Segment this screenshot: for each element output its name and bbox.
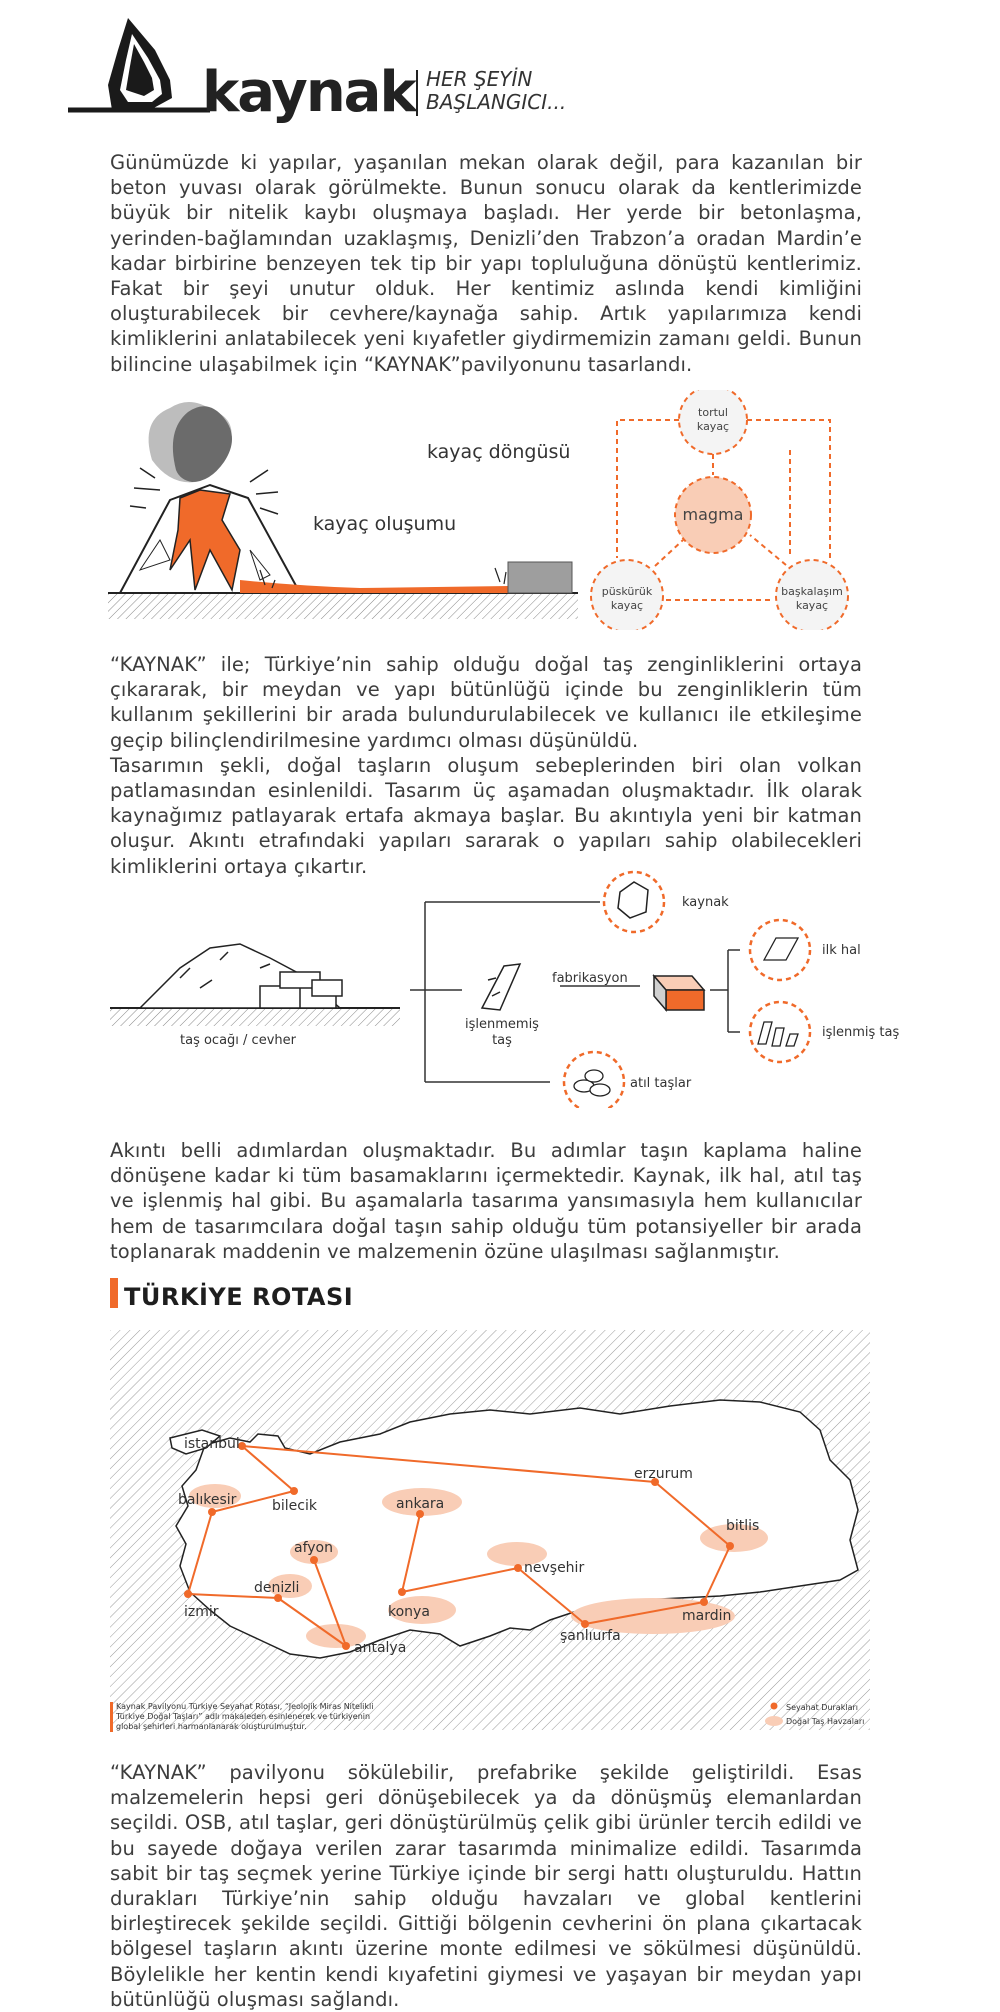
volcano-icon [120,468,300,593]
label-raw-1: işlenmemiş [465,1017,539,1032]
city-balikesir: balıkesir [178,1492,237,1508]
stone-process-diagram [100,868,920,1108]
node-volcanic-1: püskürük [601,585,653,598]
city-istanbul: istanbul [184,1436,240,1452]
intro-paragraph [110,150,862,377]
city-konya: konya [388,1604,430,1620]
label-waste: atıl taşlar [630,1076,692,1091]
label-source: kaynak [682,895,729,910]
city-antalya: antalya [354,1640,407,1656]
slogan-line-1: HER ŞEYİN [426,67,533,91]
quarry-mountain-icon [140,944,342,1008]
legend-stops: Seyahat Durakları [786,1703,858,1712]
city-mardin: mardin [682,1608,732,1624]
raw-stone-icon [482,964,520,1010]
slogan-line-2: BAŞLANGICI... [426,90,567,114]
steps-text: Akıntı belli adımlardan oluşmaktadır. Bu adımlar taşın kaplama haline dönüşene kadar ki tüm basamaklarını içermektedir. Kaynak, ilk hal, atıl taş ve işlenmiş hal gibi. Bu aşamalarla tasarıma yansımasıyla hem kullanıcılar hem de tasarımcılara doğal taşın sahip olduğu tüm potansiyeller bir arada toplanarak maddenin ve malzemenin özüne ulaşılması sağlanmıştır. [110,1139,862,1263]
legend-basins: Doğal Taş Havzaları [786,1717,865,1726]
label-first-state: ilk hal [822,943,861,958]
label-fabrication: fabrikasyon [552,971,628,986]
logo-wordmark: kaynak [202,60,415,125]
pavilion-paragraph [110,1760,862,2012]
map-caption: Kaynak Pavilyonu Türkiye Seyahat Rotası, “Jeolojik Miras Nitelikli Türkiye Doğal Taşları” adlı makaleden esinlenerek ve türkiyenin global şehirleri harmanlanarak oluşturulmuştur. [116,1702,374,1731]
section-accent-bar [110,1278,118,1308]
city-sanliurfa: şanlıurfa [560,1628,621,1644]
label-rock-cycle: kayaç döngüsü [427,441,571,463]
label-raw-2: taş [492,1033,512,1048]
rock-formation-diagram [100,390,880,630]
label-quarry: taş ocağı / cevher [180,1033,296,1048]
cut-stone-icon [654,976,704,1010]
city-afyon: afyon [294,1540,333,1556]
node-magma: magma [682,505,744,524]
pavilion-text: “KAYNAK” pavilyonu sökülebilir, prefabrike şekilde geliştirildi. Esas malzemelerin hepsi geri dönüşebilecek ya da dönüşmüş elemanlardan seçildi. OSB, atıl taşlar, geri dönüştürülmüş çelik gibi ürünler tercih edildi ve bu sayede doğaya verilen zarar tasarımda minimalize edildi. Tasarımda sabit bir taş seçmek yerine Türkiye içinde bir sergi hattı oluşturuldu. Hattın durakları Türkiye’nin sahip olduğu havzaları ve global kentlerini birleştirecek şekilde seçildi. Gittiği bölgenin cevherini ön plana çıkartacak bölgesel taşların akıntı üzerine monte edilmesi ve sökülmesi düşünüldü. Böylelikle her kentin kendi kıyafetini giymesi ve yaşayan bir meydan yapı bütünlüğü oluşması sağlandı. [110,1761,862,2011]
node-metamorphic-1: başkalaşım [781,585,843,598]
node-sedimentary-2: kayaç [696,420,730,433]
city-denizli: denizli [254,1580,300,1596]
label-processed: işlenmiş taş [822,1025,900,1040]
node-metamorphic-2: kayaç [795,599,829,612]
city-izmir: izmir [184,1604,219,1620]
smoke-icon [149,402,232,482]
concept-text-1: “KAYNAK” ile; Türkiye’nin sahip olduğu doğal taş zenginliklerini ortaya çıkararak, bir meydan ve yapı bütünlüğü içinde bu zenginliklerin tüm kullanım şekillerini bir arada bulundurulabilecek ve kullanıcı ile etkileşime geçip bilinçlendirilmesine yardımcı olması düşünüldü. [110,653,862,752]
route-title: TÜRKİYE ROTASI [124,1283,354,1311]
concept-text-2: Tasarımın şekli, doğal taşların oluşum sebeplerinden biri olan volkan patlamasından esinlenildi. Tasarım üç aşamadan oluşmaktadır. İlk olarak kaynağımız patlayarak ertafa akmaya başlar. Bu akıntıyla yeni bir katman oluşur. Akıntı etrafındaki yapıları sararak o yapıları sahip olabilecekleri kimliklerini ortaya çıkartır. [110,753,862,878]
label-rock-formation: kayaç oluşumu [313,513,457,535]
kaynak-logo-mark [60,10,220,120]
city-nevsehir: nevşehir [524,1560,585,1576]
city-bitlis: bitlis [726,1518,760,1534]
node-volcanic-2: kayaç [610,599,644,612]
intro-text: Günümüzde ki yapılar, yaşanılan mekan olarak değil, para kazanılan bir beton yuvası olarak görülmekte. Bunun sonucu olarak da kentlerimizde büyük bir nitelik kaybı oluşmaya başladı. Her yerde bir betonlaşma, yerinden-bağlamından uzaklaşmış, Denizli’den Trabzon’a oradan Mardin’e kadar birbirine benzeyen tek tip bir yapı topluluğuna dönüştü kentlerimiz. Fakat bir şeyi unutur olduk. Her kentimiz aslında kendi kimliğini oluşturabilecek bir cevhere/kaynağa sahip. Artık yapılarımıza kendi kimliklerini anlatabilecek yeni kıyafetler giydirmemizin zamanı geldi. Bunun bilincine ulaşabilmek için “KAYNAK”pavilyonunu tasarlandı. [110,151,862,376]
concept-paragraph [110,652,862,879]
steps-paragraph [110,1138,862,1264]
slogan [426,68,566,114]
node-sedimentary-1: tortul [698,406,728,419]
city-erzurum: erzurum [634,1466,693,1482]
logo-divider [416,70,418,116]
caption-accent-bar [110,1702,113,1732]
city-bilecik: bilecik [272,1498,317,1514]
city-ankara: ankara [396,1496,445,1512]
turkey-route-map [110,1330,870,1730]
